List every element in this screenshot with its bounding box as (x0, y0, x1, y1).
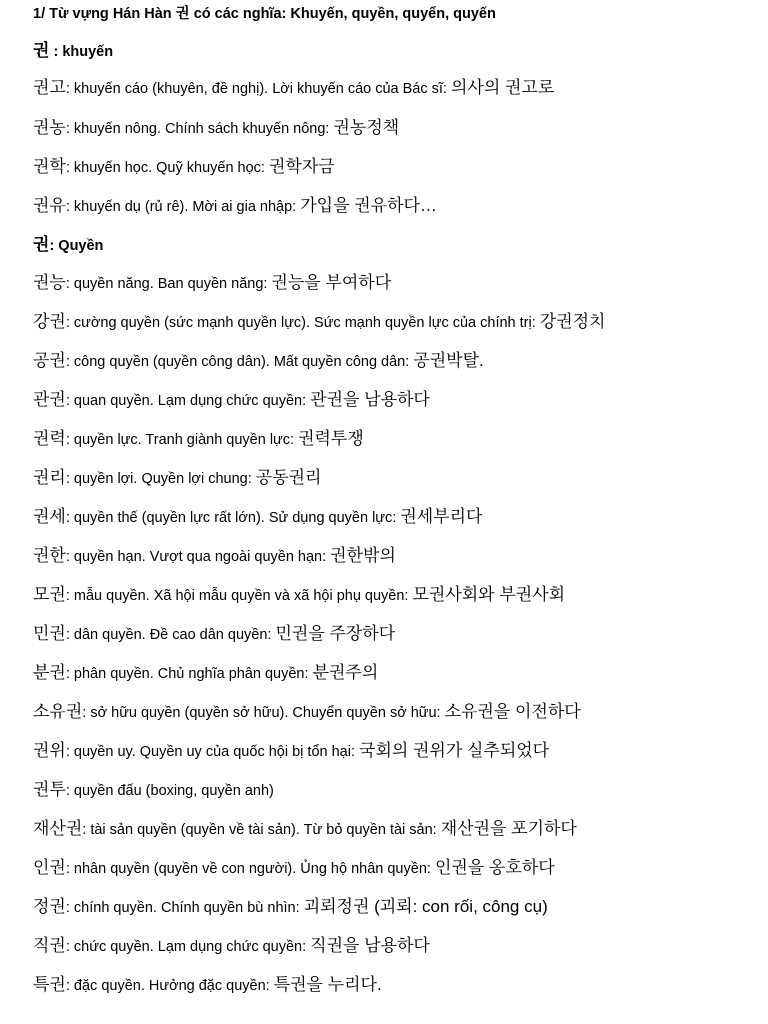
entry-example: 소유권을 이전하다 (444, 702, 581, 721)
list-item (33, 778, 274, 803)
entry-meaning: : nhân quyền (quyền về con người). Ủng hộ nhân quyền: (65, 861, 435, 877)
list-item (33, 155, 335, 180)
list-item (33, 310, 605, 335)
list-item (33, 583, 565, 608)
entry-example: 괴뢰정권 (괴뢰: con rối, công cụ) (303, 897, 548, 916)
list-item (33, 544, 396, 569)
entry-example: 권세부리다 (400, 507, 483, 526)
entry-term: 권리 (33, 468, 66, 487)
entry-example: 관권을 남용하다 (310, 390, 430, 409)
list-item (33, 388, 430, 413)
entry-term: 관권 (33, 390, 66, 409)
entry-term: 권농 (33, 118, 66, 137)
entry-example: 강권정치 (539, 312, 606, 331)
section-heading-text: : Quyền (49, 238, 104, 254)
entry-term: 권능 (33, 273, 66, 292)
entry-term: 모권 (33, 585, 66, 604)
list-item (33, 76, 554, 101)
page-title: 1/ Từ vựng Hán Hàn 권 có các nghĩa: Khuyến, quyền, quyển, quyến (33, 6, 496, 22)
section-heading-han: 권 (33, 235, 50, 254)
entry-example: 인권을 옹호하다 (434, 858, 555, 877)
list-item (33, 116, 399, 141)
entry-term: 강권 (33, 312, 66, 331)
entry-term: 인권 (33, 858, 66, 877)
entry-meaning: : đặc quyền. Hưởng đặc quyền: (65, 978, 274, 994)
section-heading-quyen (33, 234, 103, 257)
entry-meaning: : quyền năng. Ban quyền năng: (65, 276, 272, 292)
list-item (33, 622, 395, 647)
entry-term: 분권 (33, 663, 66, 682)
entry-example: 권학자금 (268, 157, 335, 176)
list-item (33, 661, 378, 686)
list-item (33, 427, 364, 452)
entry-example: 가입을 권유하다… (300, 196, 437, 215)
list-item (33, 349, 484, 374)
list-item (33, 739, 549, 764)
entry-meaning: : mẫu quyền. Xã hội mẫu quyền và xã hội phụ quyền: (65, 588, 413, 604)
entry-example: 권한밖의 (330, 546, 396, 565)
entry-meaning: : khuyến dụ (rủ rê). Mời ai gia nhập: (65, 199, 301, 215)
list-item (33, 934, 430, 959)
entry-meaning: : phân quyền. Chủ nghĩa phân quyền: (65, 666, 313, 682)
entry-meaning: : tài sản quyền (quyền về tài sản). Từ bỏ quyền tài sản: (82, 822, 441, 838)
list-item (33, 271, 391, 296)
entry-term: 권위 (33, 741, 66, 760)
entry-meaning: : quyền thế (quyền lực rất lớn). Sử dụng quyền lực: (65, 510, 401, 526)
list-item (33, 973, 382, 998)
entry-meaning: : sở hữu quyền (quyền sở hữu). Chuyển quyền sở hữu: (82, 705, 445, 721)
entry-term: 권력 (33, 429, 66, 448)
entry-term: 직권 (33, 936, 66, 955)
entry-term: 재산권 (33, 819, 83, 838)
entry-example: 의사의 권고로 (450, 78, 555, 97)
entry-meaning: : chính quyền. Chính quyền bù nhìn: (65, 900, 304, 916)
list-item (33, 466, 321, 491)
entry-term: 정권 (33, 897, 66, 916)
entry-example: 공동권리 (255, 468, 322, 487)
entry-meaning: : khuyến cáo (khuyên, đề nghị). Lời khuyến cáo của Bác sĩ: (65, 81, 451, 97)
entry-example: 재산권을 포기하다 (440, 819, 577, 838)
list-item (33, 895, 548, 920)
entry-term: 소유권 (33, 702, 83, 721)
entry-term: 특권 (33, 975, 66, 994)
section-heading-khuyen (33, 40, 113, 63)
entry-meaning: : cường quyền (sức mạnh quyền lực). Sức mạnh quyền lực của chính trị: (65, 315, 540, 331)
entry-example: 국회의 권위가 실추되었다 (359, 741, 550, 760)
entry-term: 권유 (33, 196, 66, 215)
entry-term: 권한 (33, 546, 66, 565)
entry-meaning: : quyền đấu (boxing, quyền anh) (65, 783, 274, 799)
entry-meaning: : dân quyền. Đề cao dân quyền: (65, 627, 276, 643)
entry-meaning: : quyền hạn. Vượt qua ngoài quyền hạn: (65, 549, 331, 565)
entry-example: 권능을 부여하다 (271, 273, 392, 292)
entry-example: 직권을 남용하다 (310, 936, 430, 955)
list-item (33, 817, 577, 842)
entry-example: 권농정책 (333, 118, 400, 137)
entry-meaning: : chức quyền. Lạm dụng chức quyền: (65, 939, 311, 955)
entry-term: 권고 (33, 78, 66, 97)
entry-term: 권투 (33, 780, 66, 799)
entry-example: 특권을 누리다. (273, 975, 382, 994)
entry-meaning: : công quyền (quyền công dân). Mất quyền công dân: (65, 354, 414, 370)
entry-meaning: : khuyến nông. Chính sách khuyến nông: (65, 121, 334, 137)
entry-term: 공권 (33, 351, 66, 370)
list-item (33, 700, 581, 725)
entry-meaning: : quan quyền. Lạm dụng chức quyền: (65, 393, 311, 409)
entry-term: 권세 (33, 507, 66, 526)
entry-example: 분권주의 (312, 663, 379, 682)
section-heading-text: : khuyến (49, 44, 114, 60)
list-item (33, 505, 482, 530)
entry-example: 권력투쟁 (298, 429, 364, 448)
list-item (33, 856, 555, 881)
entry-meaning: : quyền uy. Quyền uy của quốc hội bị tổn hại: (65, 744, 360, 760)
entry-example: 민권을 주장하다 (275, 624, 396, 643)
section-heading-han: 권 (33, 41, 50, 60)
entry-example: 모권사회와 부권사회 (412, 585, 566, 604)
entry-term: 권학 (33, 157, 66, 176)
entry-meaning: : khuyến học. Quỹ khuyến học: (65, 160, 269, 176)
entry-term: 민권 (33, 624, 66, 643)
entry-meaning: : quyền lực. Tranh giành quyền lực: (65, 432, 299, 448)
list-item (33, 194, 437, 219)
entry-meaning: : quyền lợi. Quyền lợi chung: (65, 471, 256, 487)
entry-example: 공권박탈. (413, 351, 484, 370)
